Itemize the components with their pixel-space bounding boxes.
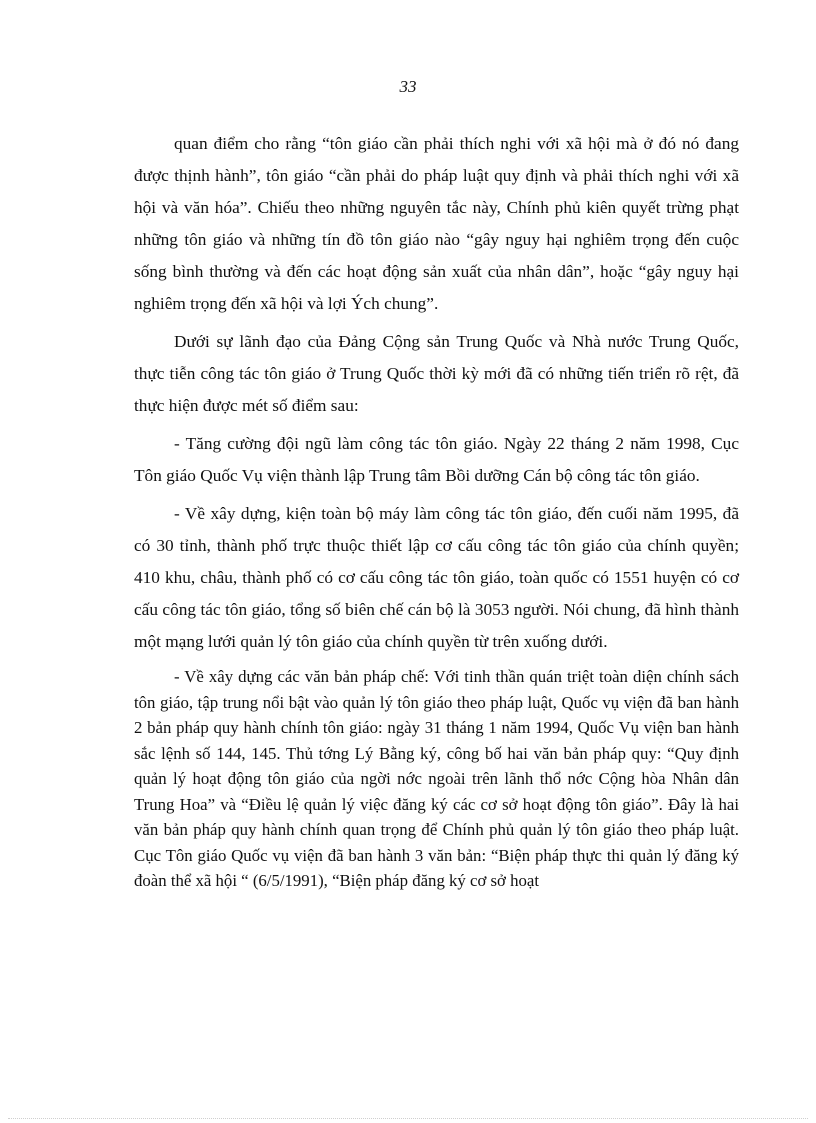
document-body: [134, 128, 739, 900]
paragraph-2: Dưới sự lãnh đạo của Đảng Cộng sản Trung Quốc và Nhà nước Trung Quốc, thực tiễn công tác tôn giáo ở Trung Quốc thời kỳ mới đã có những tiến triển rõ rệt, đã thực hiện được mét số điểm sau:: [134, 332, 739, 415]
paragraph-3: - Tăng cường đội ngũ làm công tác tôn giáo. Ngày 22 tháng 2 năm 1998, Cục Tôn giáo Quốc Vụ viện thành lập Trung tâm Bồi dưỡng Cán bộ công tác tôn giáo.: [134, 434, 739, 485]
paragraph-1: quan điểm cho rằng “tôn giáo cần phải thích nghi với xã hội mà ở đó nó đang được thịnh hành”, tôn giáo “cần phải do pháp luật quy định và phải thích nghi với xã hội và văn hóa”. Chiếu theo những nguyên tắc này, Chính phủ kiên quyết trừng phạt những tôn giáo và những tín đồ tôn giáo nào “gây nguy hại nghiêm trọng đến cuộc sống bình thường và đến các hoạt động sản xuất của nhân dân”, hoặc “gây nguy hại nghiêm trọng đến xã hội và lợi Ých chung”.: [134, 134, 739, 313]
page-bottom-rule: [8, 1118, 808, 1119]
page-number: 33: [399, 77, 417, 96]
paragraph-4: - Về xây dựng, kiện toàn bộ máy làm công tác tôn giáo, đến cuối năm 1995, đã có 30 tỉnh, thành phố trực thuộc thiết lập cơ cấu công tác tôn giáo của chính quyền; 410 khu, châu, thành phố có cơ cấu công tác tôn giáo, toàn quốc có 1551 huyện có cơ cấu công tác tôn giáo, tổng số biên chế cán bộ là 3053 người. Nói chung, đã hình thành một mạng lưới quản lý tôn giáo của chính quyền từ trên xuống dưới.: [134, 504, 739, 651]
paragraph-5: - Về xây dựng các văn bản pháp chế: Với tinh thần quán triệt toàn diện chính sách tôn giáo, tập trung nổi bật vào quản lý tôn giáo theo pháp luật, Quốc vụ viện đã ban hành 2 bản pháp quy hành chính tôn giáo: ngày 31 tháng 1 năm 1994, Quốc Vụ viện ban hành sắc lệnh số 144, 145. Thủ tớng Lý Bằng ký, công bố hai văn bản pháp quy: “Quy định quản lý hoạt động tôn giáo của ngời nớc ngoài trên lãnh thổ nớc Cộng hòa Nhân dân Trung Hoa” và “Điều lệ quản lý việc đăng ký các cơ sở hoạt động tôn giáo”. Đây là hai văn bản pháp quy hành chính quan trọng để Chính phủ quản lý tôn giáo theo pháp luật. Cục Tôn giáo Quốc vụ viện đã ban hành 3 văn bản: “Biện pháp thực thi quản lý đăng ký đoàn thể xã hội “ (6/5/1991), “Biện pháp đăng ký cơ sở hoạt: [134, 667, 739, 890]
